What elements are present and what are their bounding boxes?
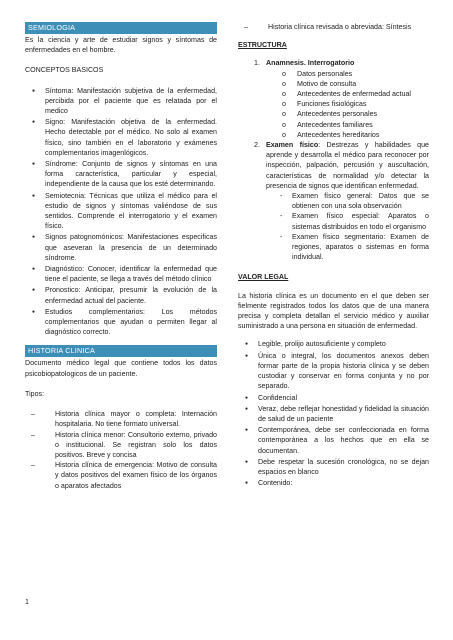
tipos-heading: Tipos: (25, 389, 45, 398)
section-header-semiologia: SEMIOLOGIA (25, 22, 217, 34)
list-item: o Funciones fisiológicas (238, 99, 429, 109)
list-item: o Antecedentes personales (238, 109, 429, 119)
semiologia-definition: Es la ciencia y arte de estudiar signos y síntomas de enfermedades en el hombre. (25, 36, 217, 55)
examen-fisico-item (238, 140, 429, 191)
anamnesis-title: Anamnesis. Interrogatorio (266, 59, 355, 68)
list-item: ● Síndrome: Conjunto de signos y síntomas en una forma característica, particular y especial, independiente de la causa que los esté determinando. (25, 159, 217, 190)
examen-fisico-title: Examen físico (266, 141, 319, 150)
list-item: - Examen físico especial: Aparatos o sistemas distribuidos en todo el organismo (238, 211, 429, 231)
list-item: – Historia clínica de emergencia: Motivo de consulta y datos positivos del examen físico de los órganos o aparatos afectados (25, 460, 217, 491)
list-item: ● Síntoma: Manifestación subjetiva de la enfermedad, percibida por el paciente que es relatada por el medico (25, 86, 217, 117)
list-item: – Historia clínica menor: Consultorio externo, privado o institucional. Se registran solo los datos positivos. Breve y concisa (25, 430, 217, 461)
valor-legal-definition: La historia clínica es un documento en el que deben ser fielmente registrados todos los datos que de una manera precisa y completa detallan el servicio médico y auxiliar suministrado a una persona en situación de enfermedad. (238, 291, 429, 331)
list-item: ● Legible, prolijo autosuficiente y completo (238, 339, 429, 349)
page-number: 1 (25, 598, 29, 606)
valor-legal-heading: VALOR LEGAL (238, 273, 289, 282)
section-header-historia-clinica: HISTORIA CLINICA (25, 345, 217, 357)
list-item: ● Estudios complementarios: Los métodos complementarios que ayudan o permiten llegar al diagnóstico correcto. (25, 307, 217, 338)
list-item: – Historia clínica revisada o abreviada: Síntesis (238, 22, 429, 32)
anamnesis-sublist (238, 69, 429, 140)
list-item: o Datos personales (238, 69, 429, 79)
anamnesis-item (238, 58, 429, 68)
list-item: - Examen físico segmentario: Examen de regiones, aparatos o sistemas en forma individual. (238, 232, 429, 263)
list-item: – Historia clínica mayor o completa: Internación hospitalaria. No tiene formato universal. (25, 409, 217, 429)
list-item: ● Contemporánea, debe ser confeccionada en forma contemporánea a los hechos que en ella se documentan. (238, 425, 429, 456)
list-item: ● Semiotecnia: Técnicas que utiliza el médico para el estudio de signos y síntomas valiéndose de sus sentidos. Comprende el interrogatorio y el examen físico. (25, 191, 217, 232)
list-item: ● Confidencial (238, 393, 429, 403)
tipos-list-continued (238, 22, 429, 32)
list-item: ● Signos patognomónicos: Manifestaciones especificas que aseveran la presencia de un determinado síndrome. (25, 232, 217, 263)
list-item: ● Veraz, debe reflejar honestidad y fidelidad la situación de salud de un paciente (238, 404, 429, 424)
left-column (25, 22, 217, 491)
list-item: o Antecedentes hereditarios (238, 130, 429, 140)
list-item: ● Contenido: (238, 478, 429, 488)
conceptos-list (25, 86, 217, 338)
list-item: ● Signo: Manifestación objetiva de la enfermedad. Hecho detectable por el médico. No solo al examen físico, sino también en el laboratorio y exámenes complementarios imagenlógicos. (25, 117, 217, 158)
right-column (238, 22, 429, 489)
item-number: 1. (254, 59, 260, 68)
examen-fisico-text: : Destrezas y habilidades que aprende y desarrolla el médico para reconocer por inspección, palpación, percusión y auscultación, características de normalidad y/o detectar la presencia de signos que identifican enfermedad. (266, 141, 429, 190)
list-item: o Motivo de consulta (238, 79, 429, 89)
list-item: ● Debe respetar la sucesión cronológica, no se dejan espacios en blanco (238, 457, 429, 477)
examen-sublist (238, 191, 429, 262)
list-item: - Examen físico general: Datos que se obtienen con una sola observación (238, 191, 429, 211)
list-item: o Antecedentes de enfermedad actual (238, 89, 429, 99)
list-item: ● Pronostico: Anticipar, presumir la evolución de la enfermedad actual del paciente. (25, 285, 217, 305)
tipos-list (25, 409, 217, 491)
conceptos-heading: CONCEPTOS BASICOS (25, 66, 104, 75)
list-item: ● Diagnóstico: Conocer, identificar la enfermedad que tiene el paciente, se llega a través del método clínico (25, 264, 217, 284)
item-number: 2. (254, 141, 260, 150)
estructura-list (238, 58, 429, 68)
list-item: o Antecedentes familiares (238, 120, 429, 130)
estructura-heading: ESTRUCTURA (238, 41, 287, 50)
list-item: ● Única o integral, los documentos anexos deben formar parte de la propia historia clínica y se deben custodiar y conservar en forma conjunta y no por separado. (238, 351, 429, 392)
historia-definition: Documento médico legal que contiene todos los datos psicobiopatologicos de un paciente. (25, 359, 217, 378)
valor-legal-list (238, 339, 429, 488)
estructura-list-2 (238, 140, 429, 191)
